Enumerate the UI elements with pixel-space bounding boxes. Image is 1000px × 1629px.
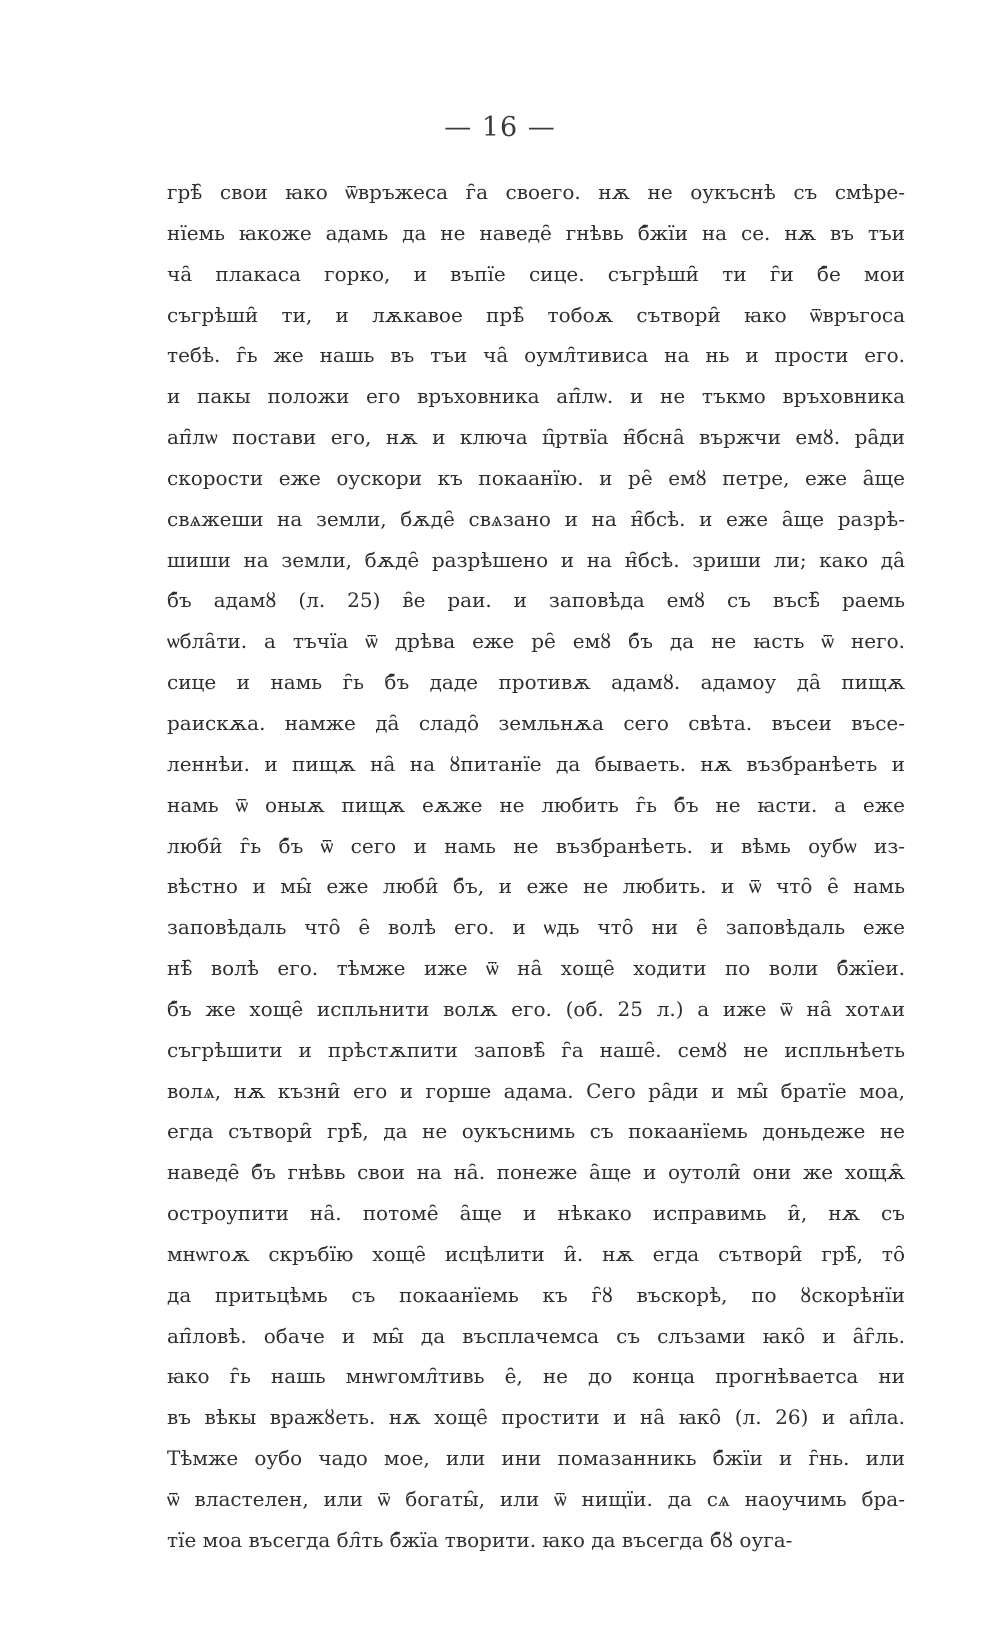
text-line: остроупити на̑. потоме̑ а̑ще и нѣкако исправимь и̑, нѫ съ: [167, 1201, 905, 1226]
text-line: нїемь ꙗкоже адамь да не наведе̑ гнѣвь б̑жїи на се. нѫ въ тъи: [167, 220, 905, 245]
text-line: б̑ъ же хоще̑ испльнити волѫ его. (об. 25 л.) а иже ѿ на̑ хотѧи: [167, 996, 905, 1021]
text-line: мнѡгоѫ скръбїю хоще̑ исцѣлити и̑. нѫ егда сътвори̑ грѣ̑, то̑: [167, 1241, 905, 1266]
page-number: — 16 —: [444, 112, 556, 143]
text-line: ѿ властелен, или ѿ богаты̑, или ѿ нищїи. да сѧ наоучимь бра-: [167, 1487, 905, 1511]
text-line: грѣ̑ свои ꙗко ѿвръжеса г̑а своего. нѫ не оукъснѣ съ смѣре-: [167, 180, 905, 204]
text-line: Тѣмже оубо чадо мое, или ини помазанникь б̑жїи и г̑нь. или: [167, 1446, 905, 1471]
text-line: заповѣдаль что̑ е̑ волѣ его. и ѡдь что̑ ни е̑ заповѣдаль еже: [167, 915, 905, 940]
text-line: леннѣи. и пищѫ на̑ на ȣпитанїе да бываеть. нѫ възбранѣеть и: [167, 751, 905, 776]
text-line: тїе моа въсегда бл̑ть б̑жїа творити. ꙗко да въсегда б̑ȣ оуга-: [167, 1527, 793, 1552]
text-line: да притьцѣмь съ покаанїемь къ г̑ȣ въскорѣ, по ȣскорѣнїи: [167, 1282, 905, 1307]
text-line: свѧжеши на земли, бѫде̑ свѧзано и на н̑бсѣ. и еже а̑ще разрѣ-: [167, 506, 905, 531]
text-line: раискѫа. намже да̑ сладо̑ земльнѫа сего свѣта. въсеи въсе-: [167, 710, 905, 735]
text-line: ап̑лѡ постави его, нѫ и ключа ц̑ртвїа н̑бсна̑ вържчи емȣ. ра̑ди: [167, 425, 905, 450]
text-line: скорости еже оускори къ покаанїю. и ре̑ емȣ петре, еже а̑ще: [167, 465, 905, 490]
text-line: вѣстно и мы̑ еже люби̑ б̑ъ, и еже не любить. и ѿ что̑ е̑ намь: [167, 874, 905, 899]
text-line: нѣ̑ волѣ его. тѣмже иже ѿ на̑ хоще̑ ходити по воли б̑жїеи.: [167, 956, 905, 981]
text-line: наведе̑ б̑ъ гнѣвь свои на на̑. понеже а̑ще и оутоли̑ они же хощѫ̑: [167, 1160, 905, 1185]
text-line: намь ѿ оныѫ пищѫ еѫже не любить г̑ь б̑ъ не ꙗсти. а еже: [167, 792, 905, 817]
text-line: ча̑ плакаса горко, и въпїе сице. съгрѣши̑ ти г̑и б̑е мои: [167, 261, 905, 286]
text-line: съгрѣшити и прѣстѫпити заповѣ̑ г̑а наше̑. семȣ не испльнѣеть: [167, 1037, 905, 1062]
text-line: шиши на земли, бѫде̑ разрѣшено и на н̑бсѣ. зриши ли; како да̑: [167, 547, 905, 572]
text-line: ап̑ловѣ. обаче и мы̑ да въсплачемса съ слъзами ꙗко̑ и а̑г̑ль.: [167, 1323, 905, 1348]
text-line: въ вѣкы вражȣеть. нѫ хоще̑ простити и на̑ ꙗко̑ (л. 26) и ап̑ла.: [167, 1405, 905, 1430]
text-line: ꙗко г̑ь нашь мнѡгомл̑тивь е̑, не до конца прогнѣваетса ни: [167, 1364, 905, 1389]
text-line: съгрѣши̑ ти, и лѫкавое прѣ̑ тобоѫ сътвори̑ ꙗко ѿвръгоса: [167, 302, 905, 327]
text-body: [167, 172, 905, 1561]
text-line: сице и намь г̑ь б̑ъ даде противѫ адамȣ. адамоу да̑ пищѫ: [167, 670, 905, 695]
text-line: ѡбла̑ти. а тъчїа ѿ дрѣва еже ре̑ емȣ б̑ъ да не ꙗсть ѿ него.: [167, 629, 905, 654]
text-line: и пакы положи его връховника ап̑лѡ. и не тъкмо връховника: [167, 384, 905, 409]
text-line: егда сътвори̑ грѣ̑, да не оукъснимь съ покаанїемь доньдеже не: [167, 1119, 905, 1144]
text-line: б̑ъ адамȣ (л. 25) в̑е раи. и заповѣда емȣ съ въсѣ̑ раемь: [167, 588, 905, 613]
text-line: волѧ, нѫ къзни̑ его и горше адама. Сего ра̑ди и мы̑ братїе моа,: [167, 1078, 905, 1103]
text-line: люби̑ г̑ь б̑ъ ѿ сего и намь не възбранѣеть. и вѣмь оубѡ из-: [167, 833, 905, 858]
text-line: тебѣ. г̑ь же нашь въ тъи ча̑ оумл̑тивиса на нь и прости его.: [167, 343, 905, 368]
